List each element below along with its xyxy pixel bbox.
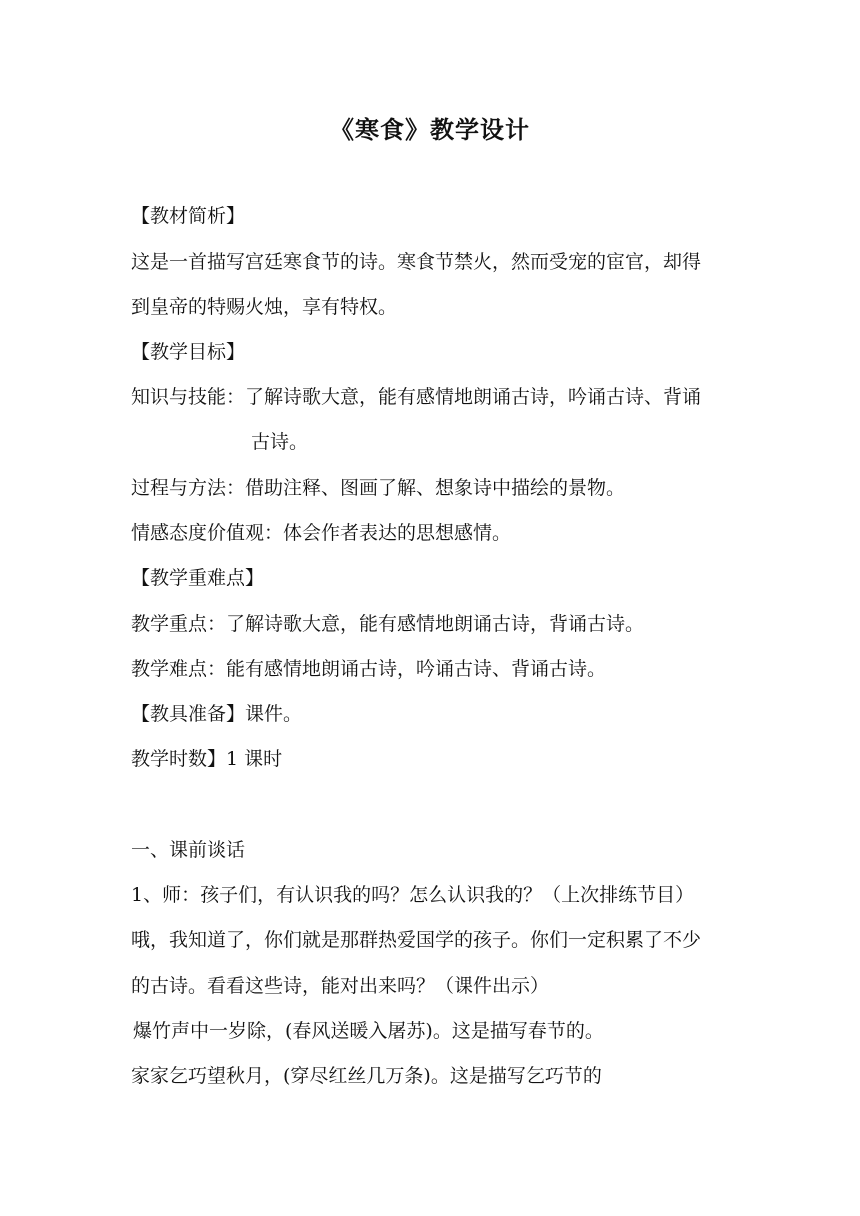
paragraph-line: 教学重点：了解诗歌大意，能有感情地朗诵古诗，背诵古诗。 [131,613,645,635]
paragraph-line: 哦，我知道了，你们就是那群热爱国学的孩子。你们一定积累了不少 [131,929,702,951]
section-heading-key-points: 【教学重难点】 [131,567,265,589]
section-heading-pre-class-talk: 一、课前谈话 [131,839,246,861]
paragraph-line: 过程与方法：借助注释、图画了解、想象诗中描绘的景物。 [131,477,626,499]
paragraph-line: 家家乞巧望秋月，(穿尽红丝几万条)。这是描写乞巧节的 [131,1065,602,1087]
section-heading-textbook-analysis: 【教材简析】 [131,205,246,227]
document-title: 《寒食》教学设计 [330,115,530,144]
paragraph-line: 知识与技能：了解诗歌大意，能有感情地朗诵古诗，吟诵古诗、背诵 [131,386,702,408]
section-heading-teaching-goals: 【教学目标】 [131,341,246,363]
paragraph-line: 情感态度价值观：体会作者表达的思想感情。 [131,522,512,544]
paragraph-line: 这是一首描写宫廷寒食节的诗。寒食节禁火，然而受宠的宦官，却得 [131,251,702,273]
paragraph-line: 的古诗。看看这些诗，能对出来吗？（课件出示） [131,975,550,997]
paragraph-line: 教学时数】1 课时 [131,748,283,770]
paragraph-line: 爆竹声中一岁除，(春风送暖入屠苏)。这是描写春节的。 [133,1020,604,1042]
paragraph-line: 1、师：孩子们，有认识我的吗？怎么认识我的？（上次排练节目） [131,884,695,906]
section-heading-materials: 【教具准备】课件。 [131,703,303,725]
paragraph-line: 教学难点：能有感情地朗诵古诗，吟诵古诗、背诵古诗。 [131,658,607,680]
paragraph-line: 到皇帝的特赐火烛，享有特权。 [131,296,398,318]
paragraph-line: 古诗。 [251,431,309,453]
